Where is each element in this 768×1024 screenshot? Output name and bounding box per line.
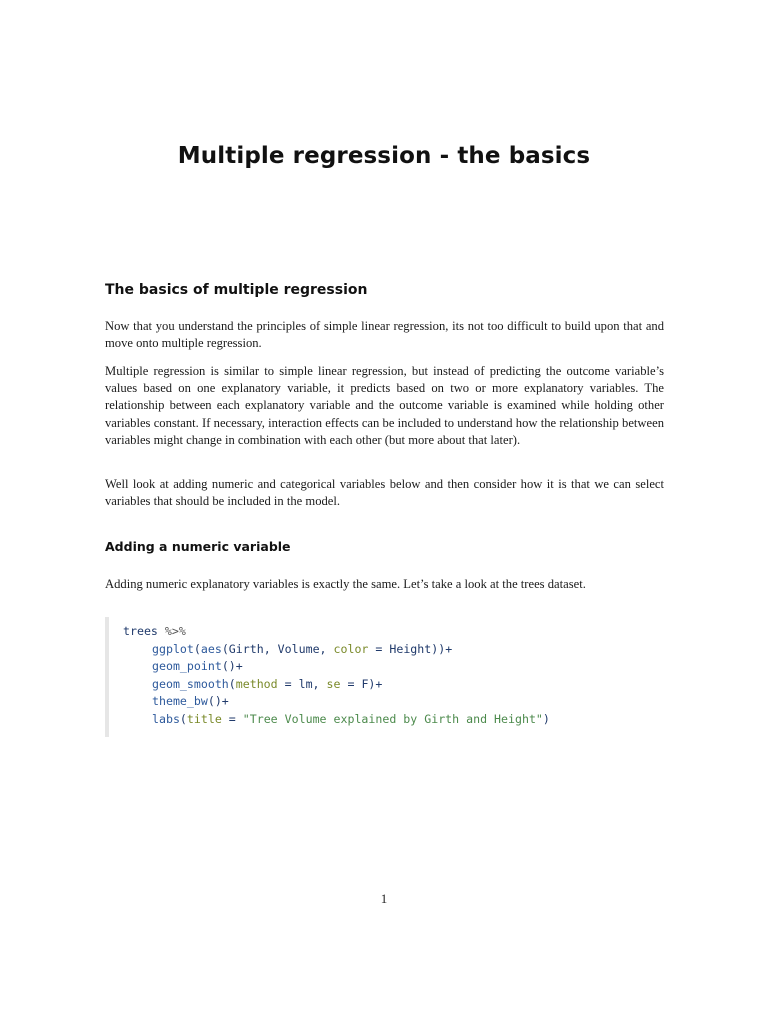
code-token: %>% [157,624,186,638]
code-token: = Height))+ [368,641,453,656]
code-token: color [333,641,369,656]
code-line [123,658,664,676]
code-line [123,693,664,711]
code-token: labs [152,711,180,726]
code-token: se [326,676,341,691]
code-token: trees [123,624,158,638]
code-token: ( [228,676,236,691]
code-token: ggplot [152,641,194,656]
code-token: "Tree Volume explained by Girth and Height" [242,711,543,726]
code-token: = lm, [277,676,327,691]
code-line [123,711,664,729]
code-token: aes [200,641,222,656]
code-token: geom_point [152,659,222,674]
page-title: Multiple regression - the basics [177,143,591,169]
code-line [123,623,664,641]
code-line [123,676,664,694]
code-token: ( [193,641,201,656]
code-token: (Girth, Volume, [221,641,334,656]
code-token: title [186,711,222,726]
code-line [123,641,664,659]
code-token: ()+ [221,659,243,674]
paragraph-outline: Well look at adding numeric and categorical variables below and then consider how it is that we can select variables that should be included in the model. [105,477,664,509]
code-token: geom_smooth [152,676,229,691]
code-token: ) [542,711,550,726]
code-token: = F)+ [340,676,383,691]
code-token: = [221,711,243,726]
paragraph-numeric-variable: Adding numeric explanatory variables is exactly the same. Let’s take a look at the trees dataset. [105,577,586,591]
code-token: method [235,676,278,691]
code-token: ()+ [207,694,229,709]
subsection-heading: Adding a numeric variable [105,539,291,554]
code-token: theme_bw [152,694,208,709]
page-number: 1 [380,891,388,906]
code-block [105,617,664,737]
code-token: ( [179,711,187,726]
paragraph-definition: Multiple regression is similar to simple linear regression, but instead of predicting the outcome variable’s values based on one explanatory variable, it predicts based on two or more explanatory variables. The relationship between each explanatory variable and the outcome variable is examined while holding other variables constant. If necessary, interaction effects can be included to understand how the relationship between variables might change in combination with each other (but more about that later). [105,364,664,447]
section-heading: The basics of multiple regression [105,282,368,298]
paragraph-intro: Now that you understand the principles of simple linear regression, its not too difficult to build upon that and move onto multiple regression. [105,319,664,351]
